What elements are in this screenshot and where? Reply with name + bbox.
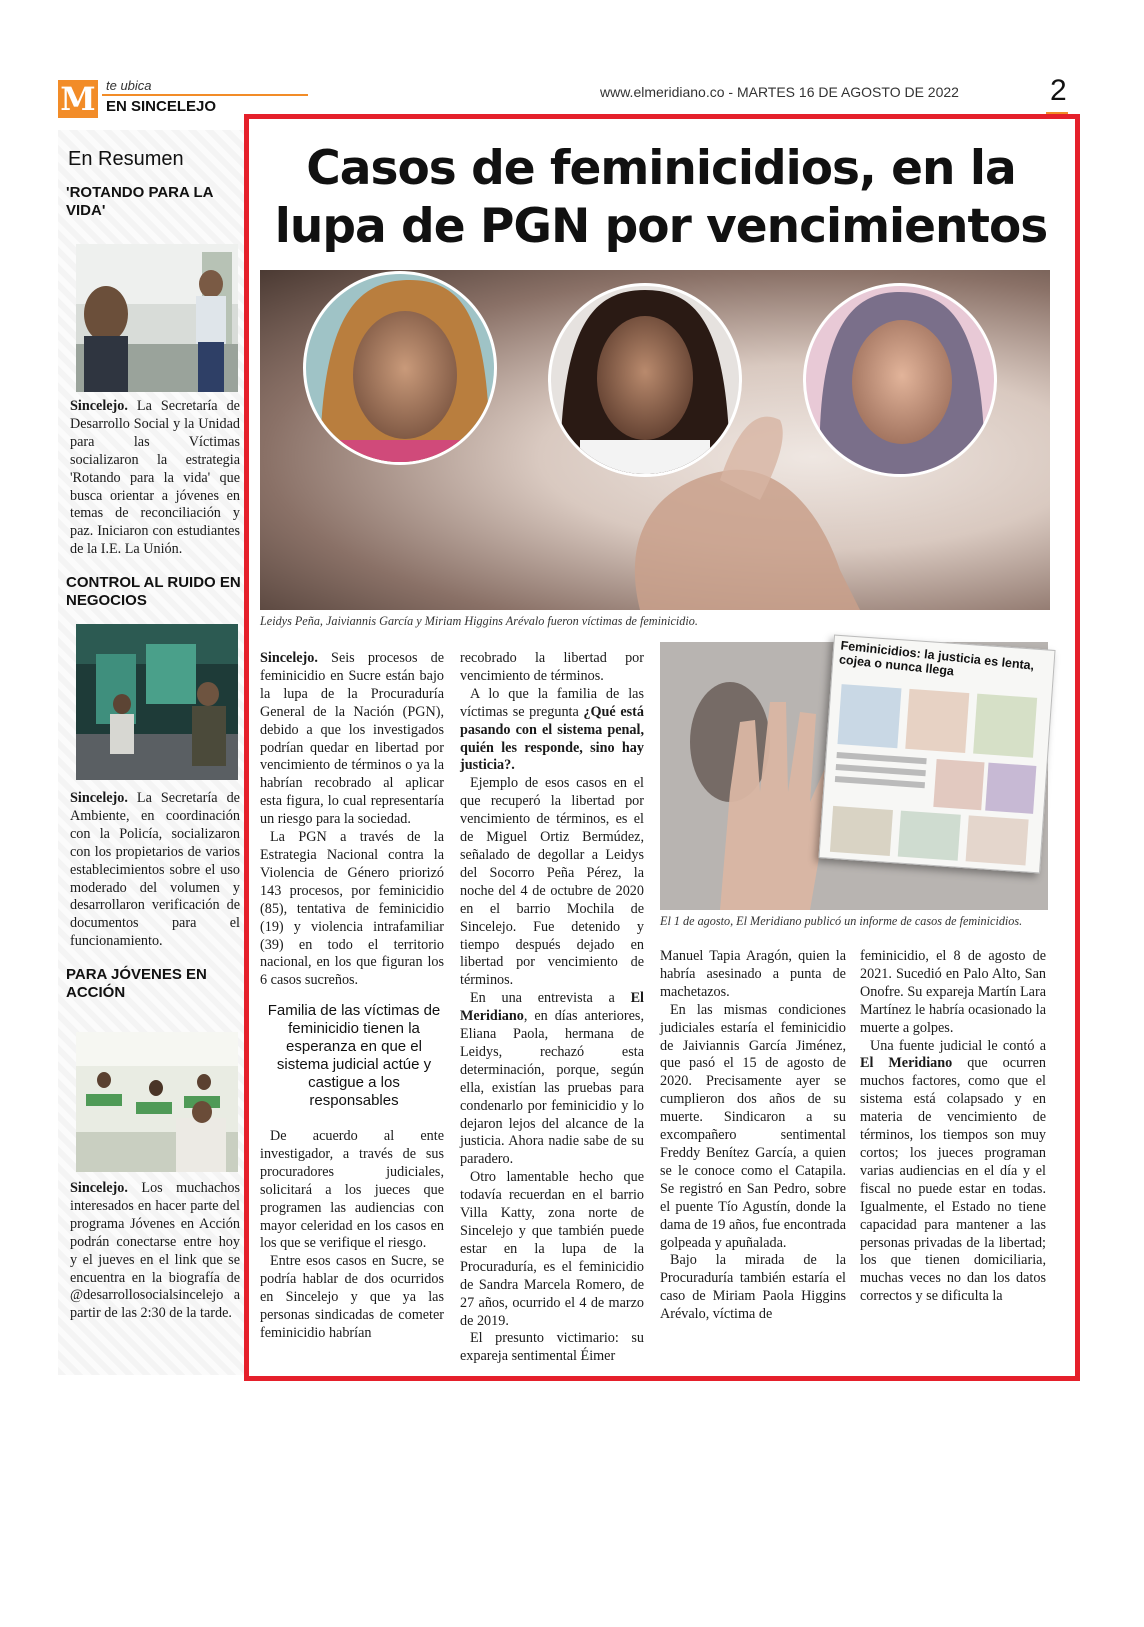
article-column-4: feminicidio, el 8 de agosto de 2021. Sucedió en Palo Alto, San Onofre. Su expareja Martín Lara Martínez le habría ocasionado la muerte a golpes. Una fuente judicial le contó a El Meridiano que ocurren muchos factores, como que el sistema está colapsado y en materia de vencimiento de términos, los tiempos son muy cortos; los jueces programan varias audiencias en el día y el fiscal no puede estar en todas. Igualmente, el Estado no tiene capacidad para mantener a las personas privadas de la libertad; los que tienen domiciliaria, muchas veces no dan los datos correctos y se dificulta la — [860, 948, 1047, 1305]
sidebar-item-body: Sincelejo. La Secretaría de Desarrollo Social y la Unidad para las Víctimas socializaron la estrategia 'Rotando para la vida' que busca orientar a jóvenes en temas de reconciliación y paz. Iniciaron con estudiantes de la I.E. La Unión. — [70, 398, 240, 558]
dateline: www.elmeridiano.co - MARTES 16 DE AGOSTO DE 2022 — [600, 84, 959, 100]
article-subhead: Familia de las víctimas de feminicidio tienen la esperanza en que el sistema judicial actúe y castigue a los responsables — [267, 1002, 441, 1109]
newspaper-clipping — [818, 635, 1055, 874]
hero-caption: Leidys Peña, Jaiviannis García y Miriam Higgins Arévalo fueron víctimas de feminicidio. — [260, 614, 698, 628]
article-headline: Casos de feminicidios, en la lupa de PGN por vencimientos — [274, 141, 1048, 254]
sidebar-photo-classroom — [76, 244, 238, 392]
tagline: te ubica — [106, 78, 152, 93]
sidebar-title: En Resumen — [68, 148, 184, 170]
section-label: EN SINCELEJO — [106, 98, 217, 115]
sidebar-item-headline: CONTROL AL RUIDO EN NEGOCIOS — [66, 574, 241, 609]
article-column-2: recobrado la libertad por vencimiento de términos. A lo que la familia de las víctimas se pregunta ¿Qué está pasando con el sistema penal, quién les responde, sino hay justicia?. Ejemplo de esos casos en el que recuperó la libertad por vencimiento de términos, es el de Miguel Ortiz Bermúdez, señalado de degollar a Leidys del Socorro Peña Pérez, la noche del 4 de octubre de 2020 en el barrio Mochila de Sincelejo. Fue detenido y tiempo después dejado en libertad por vencimiento de términos. En una entrevista a El Meridiano, en días anteriores, Eliana Paola, hermana de Leidys, rechazó esta determinación, porque, según ella, existían las pruebas para condenarlo por feminicidio y lo dejaron lejos del alcance de la justicia. Ahora nadie sabe de su paradero. Otro lamentable hecho que todavía recuerdan en el barrio Villa Katty, zona norte de Sincelejo y que también puede estar en la lupa de la Procuraduría, es el feminicidio de Sandra Marcela Romero, de 27 años, ocurrido el 4 de marzo de 2019. El presunto victimario: su expareja sentimental Éimer — [460, 650, 644, 1365]
article-column-3: Manuel Tapia Aragón, quien la habría asesinado a punta de machetazos. En las mismas condiciones judiciales estaría el feminicidio de Jaiviannis García Jiménez, que pasó el 15 de agosto de 2020. Precisamente ayer se cumplieron dos años de su muerte. Sindicaron a su excompañero sentimental Freddy Benítez García, a quien se le conoce como el Catapila. Se registró en San Pedro, sobre el puente Tío Agustín, donde la dama de 19 años, fue encontrada golpeada y apuñalada. Bajo la mirada de la Procuraduría también estaría el caso de Miriam Paola Higgins Arévalo, víctima de — [660, 948, 846, 1323]
clipping-headline: Feminicidios: la justicia es lenta, cojea o nunca llega — [838, 638, 1035, 679]
sidebar-item-body: Sincelejo. Los muchachos interesados en hacer parte del programa Jóvenes en Acción podrán conectarse entre hoy y el jueves en el link que se encuentra en la biografía de @desarrollosocialsincelejo a partir de las 2:30 de la tarde. — [70, 1180, 240, 1322]
photo2-caption: El 1 de agosto, El Meridiano publicó un informe de casos de feminicidios. — [660, 914, 1023, 928]
page-number: 2 — [1050, 74, 1067, 107]
section-rule — [102, 94, 308, 96]
sidebar-item-headline: 'ROTANDO PARA LA VIDA' — [66, 184, 213, 219]
sidebar-photo-business — [76, 624, 238, 780]
sidebar-photo-students — [76, 1032, 238, 1172]
sidebar-item-body: Sincelejo. La Secretaría de Ambiente, en coordinación con la Policía, socializaron con los propietarios de varios establecimientos sobre el uso moderado del volumen y desarrollaron verificación de documentos para el funcionamiento. — [70, 790, 240, 950]
sidebar-item-headline: PARA JÓVENES EN ACCIÓN — [66, 966, 207, 1001]
article-column-1-cont: De acuerdo al ente investigador, a través de sus procuradores judiciales, solicitará a los jueces que programen las audiencias con mayor celeridad en los casos en los que se verifique el riesgo. Entre esos casos en Sucre, se podría hablar de dos ocurridos en Sincelejo y que ya las personas sindicadas de cometer feminicidio habrían — [260, 1128, 444, 1341]
newspaper-logo: M — [58, 80, 98, 118]
clipping-photos — [819, 679, 1053, 873]
hero-photo — [260, 270, 1050, 610]
article-column-1: Sincelejo. Seis procesos de feminicidio en Sucre están bajo la lupa de la Procuraduría General de la Nación (PGN), debido a que los investigados podrían quedar en libertad por vencimiento de términos o ya la habrían recobrado al aplicar esta figura, lo cual representaría un riesgo para la sociedad. La PGN a través de la Estrategia Nacional contra la Violencia de Género priorizó 143 procesos, por feminicidio (85), tentativa de feminicidio (19) y violencia intrafamiliar (39) en todo el territorio nacional, en los que figuran los 6 casos sucreños. — [260, 650, 444, 989]
